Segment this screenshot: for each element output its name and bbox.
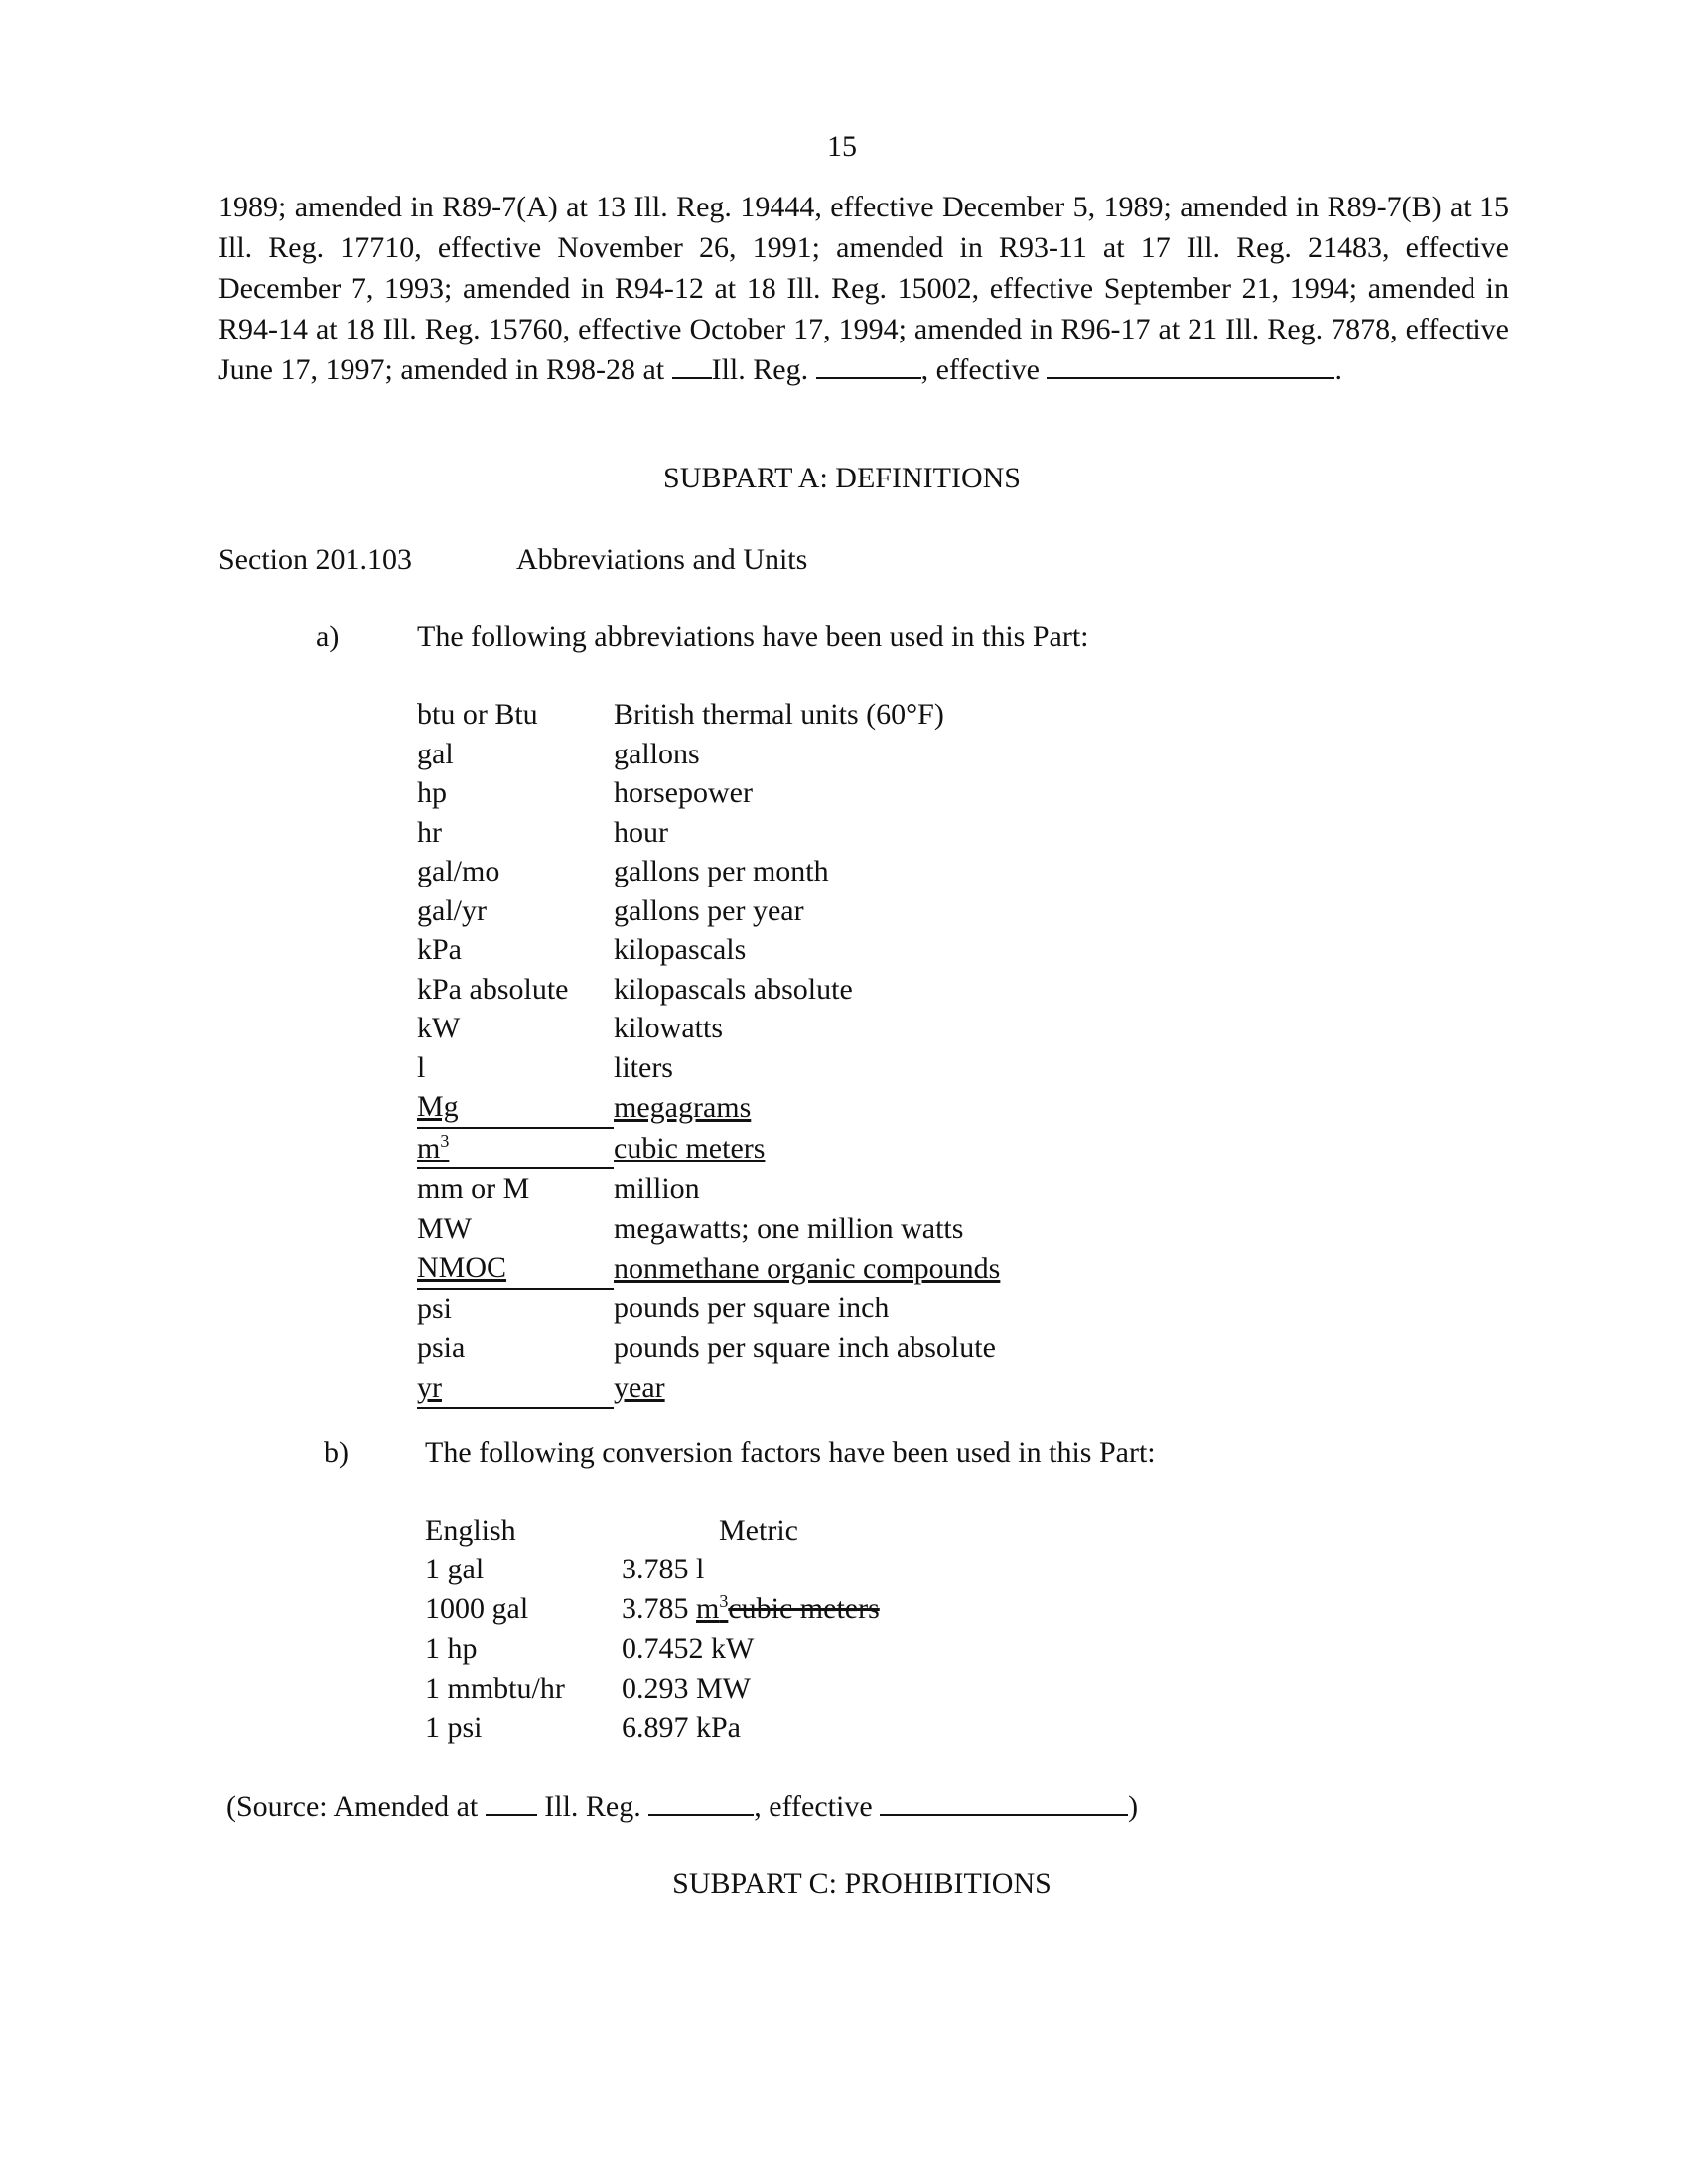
abbr-row-added (417, 1128, 1000, 1169)
history-reg: Reg. (753, 353, 809, 386)
history-effective: , effective (920, 353, 1040, 386)
abbr-row (417, 1009, 1000, 1048)
page-number: 15 (827, 130, 857, 163)
meaning-cell: megawatts; one million watts (614, 1211, 964, 1245)
conversion-row (425, 1588, 880, 1628)
meaning-cell: kilowatts (614, 1012, 723, 1045)
abbr-row (417, 1048, 1000, 1088)
source-effective: , effective (754, 1790, 873, 1823)
abbr-cell: hp (417, 776, 447, 810)
meaning-cell: pounds per square inch absolute (614, 1331, 996, 1365)
english-cell: 1000 gal (425, 1591, 529, 1625)
deleted-text: cubic meters (728, 1591, 880, 1625)
abbr-cell: btu or Btu (417, 698, 538, 732)
abbreviations-table (417, 695, 1000, 1409)
abbr-cell: $m^3$ (417, 1128, 614, 1169)
meaning-cell: kilopascals absolute (614, 972, 853, 1006)
section-heading (218, 540, 808, 579)
abbr-row (417, 970, 1000, 1010)
meaning-cell: gallons per month (614, 855, 829, 888)
abbr-row (417, 695, 1000, 735)
abbr-row (417, 735, 1000, 774)
english-cell: 1 psi (425, 1710, 483, 1744)
abbr-cell: kPa (417, 933, 462, 967)
abbr-row (417, 1289, 1000, 1329)
meaning-cell: pounds per square inch (614, 1292, 890, 1325)
abbr-row-added (417, 1248, 1000, 1289)
section-number: Section 201.103 (218, 543, 412, 576)
history-end: . (1334, 353, 1342, 386)
metric-cell: 3.785 $m^3cubic$ meters (622, 1590, 880, 1625)
abbr-row-added (417, 1087, 1000, 1128)
metric-cell: 3.785 l (622, 1552, 705, 1585)
meaning-cell: liters (614, 1050, 673, 1084)
abbr-cell: gal (417, 737, 454, 770)
abbr-cell: kPa absolute (417, 972, 569, 1006)
abbr-row (417, 1209, 1000, 1249)
blank-volume (486, 1792, 537, 1816)
abbr-cell: psia (417, 1331, 466, 1365)
item-b-text: The following conversion factors have been used in this Part: (425, 1436, 1156, 1469)
item-a-text: The following abbreviations have been used in this Part: (417, 620, 1089, 653)
blank-date (1047, 355, 1334, 379)
abbr-cell: l (417, 1050, 426, 1084)
conversion-header-english: English (425, 1514, 516, 1547)
abbr-row (417, 773, 1000, 813)
metric-cell: 0.293 MW (622, 1671, 751, 1705)
meaning-cell: horsepower (614, 776, 753, 810)
abbr-row (417, 930, 1000, 970)
abbr-row (417, 1168, 1000, 1209)
blank-page (816, 355, 921, 379)
section-title: Abbreviations and Units (516, 543, 808, 576)
abbr-cell: mm or M (417, 1172, 530, 1206)
inserted-text: $m^3$ (696, 1590, 729, 1625)
source-ill-reg: Ill. Reg. (544, 1790, 641, 1823)
history-ill: Ill. (711, 353, 746, 386)
abbr-cell: psi (417, 1292, 453, 1325)
meaning-cell: hour (614, 815, 668, 849)
conversion-row (425, 1549, 880, 1588)
meaning-cell: British thermal units (60°F) (614, 698, 944, 732)
conversion-table (425, 1549, 880, 1747)
meaning-cell: nonmethane organic compounds (614, 1251, 1001, 1285)
source-note (226, 1787, 1138, 1826)
blank-date (880, 1792, 1128, 1816)
english-cell: 1 hp (425, 1631, 478, 1665)
metric-cell: 6.897 kPa (622, 1710, 741, 1744)
subpart-c-heading: SUBPART C: PROHIBITIONS (672, 1867, 1052, 1900)
abbr-cell: gal/mo (417, 855, 500, 888)
meaning-cell: year (614, 1371, 665, 1405)
amendment-history (218, 187, 1509, 390)
meaning-cell: gallons (614, 737, 700, 770)
item-b-label: b) (324, 1436, 349, 1469)
abbr-cell: gal/yr (417, 893, 487, 927)
conversion-row (425, 1668, 880, 1707)
english-cell: 1 mmbtu/hr (425, 1671, 565, 1705)
abbr-row-added (417, 1368, 1000, 1409)
source-open: (Source: Amended at (226, 1790, 479, 1823)
meaning-cell: million (614, 1171, 700, 1205)
abbr-cell: yr (417, 1368, 614, 1409)
blank-page (648, 1792, 754, 1816)
abbr-cell: kW (417, 1012, 461, 1045)
abbr-row (417, 891, 1000, 931)
item-a-label: a) (316, 620, 340, 653)
abbr-cell: hr (417, 815, 442, 849)
abbr-row (417, 852, 1000, 891)
conversion-row (425, 1628, 880, 1668)
abbr-cell: NMOC (417, 1248, 614, 1289)
metric-cell: 0.7452 kW (622, 1631, 755, 1665)
source-close: ) (1128, 1790, 1139, 1823)
meaning-cell: gallons per year (614, 893, 804, 927)
abbr-row (417, 813, 1000, 853)
english-cell: 1 gal (425, 1552, 485, 1585)
history-text: 1989; amended in R89-7(A) at 13 Ill. Reg. 19444, effective December 5, 1989; amended in R89-7(B) at 15 Ill. Reg. 17710, effective November 26, 1991; amended in R93-11 at 17 Ill. Reg. 21483, effective December 7, 1993; amended in R94-12 at 18 Ill. Reg. 15002, effective September 21, 1994; amended in R94-14 at 18 Ill. Reg. 15760, effective October 17, 1994; amended in R96-17 at 21 Ill. Reg. 7878, effective June 17, 1997; amended in R98-28 at (218, 191, 1509, 386)
meaning-cell: megagrams (614, 1090, 752, 1124)
subpart-a-heading: SUBPART A: DEFINITIONS (663, 462, 1021, 494)
conversion-header-metric: Metric (719, 1514, 798, 1547)
conversion-row (425, 1707, 880, 1747)
abbr-cell: MW (417, 1211, 472, 1245)
abbr-cell: Mg (417, 1087, 614, 1128)
meaning-cell: cubic meters (614, 1131, 766, 1164)
meaning-cell: kilopascals (614, 933, 747, 967)
abbr-row (417, 1328, 1000, 1368)
blank-volume (672, 355, 712, 379)
